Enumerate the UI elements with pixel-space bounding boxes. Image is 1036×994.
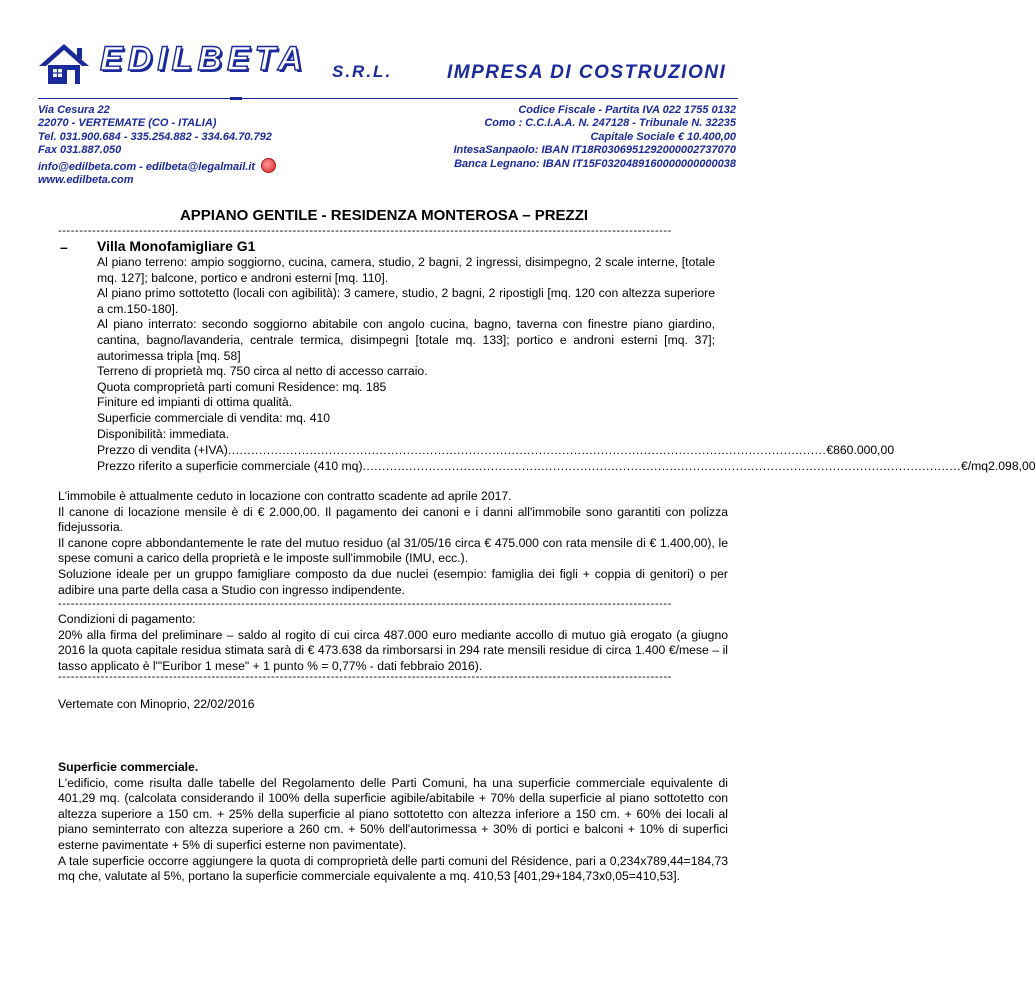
website-link[interactable]: www.edilbeta.com	[38, 174, 134, 187]
mortgage-text: Il canone copre abbondantemente le rate del mutuo residuo (al 31/05/16 circa € 475.000 con rata mensile di € 1.400,00), le spese comuni a carico della proprietà e le imposte sull'immobile (IMU, ecc.).	[58, 535, 728, 566]
rental-fee-text: Il canone di locazione mensile è di € 2.000,00. Il pagamento dei canoni e i danni all'immobile sono garantiti con polizza fidejussoria.	[58, 504, 728, 535]
price-currency: €	[826, 443, 834, 457]
price-row	[97, 459, 1036, 475]
price-label: Prezzo di vendita (+IVA)	[97, 443, 228, 457]
email-link[interactable]: info@edilbeta.com - edilbeta@legalmail.it	[38, 160, 256, 173]
company-tagline: IMPRESA DI COSTRUZIONI	[447, 62, 727, 83]
common-share-text: Quota comproprietà parti comuni Residence: mq. 185	[97, 379, 387, 394]
header-divider	[38, 98, 738, 99]
house-logo-icon	[37, 42, 91, 86]
address-line: Via Cesura 22	[38, 104, 110, 116]
rental-contract-text: L'immobile è attualmente ceduto in locazione con contratto scadente ad aprile 2017.	[58, 489, 512, 503]
basement-text: Al piano interrato: secondo soggiorno abitabile con angolo cucina, bagno, taverna con finestre piano giardino, cantina, bagno/lavanderia, centrale termica, disimpegni [totale mq. 133]; portico e androni esterni [mq. 37]; autorimessa tripla [mq. 58]	[97, 317, 715, 363]
surface-heading: Superficie commerciale.	[58, 760, 199, 774]
finishes-text: Finiture ed impianti di ottima qualità.	[97, 395, 293, 410]
dashed-divider: ------------------------------------------------------------------------------------------------------------------------------------------------	[58, 671, 672, 683]
phone-line: Tel. 031.900.684 - 335.254.882 - 334.64.70.792	[38, 130, 272, 143]
surface-addition-text: A tale superficie occorre aggiungere la quota di comproprietà delle parti comuni del Résidence, pari a 0,234x789,44=184,73 mq che, valutate al 5%, portano la superficie commerciale equivalente a mq. 410,53 [401,29+184,73x0,05=410,53].	[58, 853, 728, 884]
price-label: Prezzo riferito a superficie commerciale (410 mq)	[97, 459, 363, 473]
registry-line: Como : C.C.I.A.A. N. 247128 - Tribunale N. 32235	[484, 117, 736, 130]
iban-intesa-line: IntesaSanpaolo: IBAN IT18R0306951292000002737070	[453, 144, 736, 157]
surface-calc-text: L'edificio, come risulta dalle tabelle del Regolamento delle Parti Comuni, ha una superficie commerciale equivalente di 401,29 mq. (calcolata considerando il 100% della superficie agibile/abitabile + 70% della superficie al piano sottotetto con altezza superiore a 150 cm. + 25% della superficie al piano sottotetto con altezza inferiore a 150 cm. + 60% dei locali al piano seminterrato con altezza superiore a 260 cm. + 50% dell'autorimessa + 30% di portici e balconi + 10% di superfici esterne pavimentate + 5% di superfici esterne non pavimentate).	[58, 775, 728, 852]
capital-line: Capitale Sociale € 10.400,00	[590, 130, 736, 143]
payment-section	[58, 612, 728, 674]
city-line: 22070 - VERTEMATE (CO - ITALIA)	[38, 117, 217, 130]
payment-heading: Condizioni di pagamento:	[58, 612, 196, 626]
seal-icon	[261, 158, 276, 173]
list-bullet: –	[60, 239, 68, 255]
email-line	[38, 158, 276, 174]
fax-line: Fax 031.887.050	[38, 144, 122, 157]
dashed-divider: ------------------------------------------------------------------------------------------------------------------------------------------------	[58, 225, 672, 237]
villa-name: Villa Monofamigliare G1	[97, 238, 256, 254]
leader-dots: ..........................................................................................................................................................	[362, 459, 961, 473]
price-value: 2.098,00	[988, 459, 1036, 473]
rental-section	[58, 489, 728, 598]
page-title: APPIANO GENTILE - RESIDENZA MONTEROSA – PREZZI	[179, 207, 589, 224]
company-registry	[453, 104, 736, 171]
villa-description	[97, 255, 715, 442]
price-currency: €/mq	[960, 459, 989, 473]
dashed-divider: ------------------------------------------------------------------------------------------------------------------------------------------------	[58, 598, 672, 610]
availability-text: Disponibilità: immediata.	[97, 426, 230, 441]
leader-dots: ..........................................................................................................................................................	[227, 443, 827, 457]
ideal-solution-text: Soluzione ideale per un gruppo famigliare composto da due nuclei (esempio: famiglia dei figli + coppia di genitori) o per adibire una parte della casa a Studio con ingresso indipendente.	[58, 566, 728, 597]
company-contacts	[38, 104, 276, 187]
price-value: 860.000,00	[833, 443, 895, 457]
surface-section	[58, 760, 728, 885]
iban-legnano-line: Banca Legnano: IBAN IT15F0320489160000000000038	[454, 157, 736, 170]
price-row	[97, 443, 895, 459]
land-text: Terreno di proprietà mq. 750 circa al netto di accesso carraio.	[97, 364, 428, 379]
surface-text: Superficie commerciale di vendita: mq. 410	[97, 410, 331, 425]
payment-text: 20% alla firma del preliminare – saldo al rogito di cui circa 487.000 euro mediante accollo di mutuo già erogato (a giugno 2016 la quota capitale residua stimata sarà di € 473.638 da rimborsarsi in 294 rate mensili residue di circa 1.400 €/mese – il tasso applicato è l'"Euribor 1 mese" + 1 punto % = 0,77% - dati febbraio 2016).	[58, 627, 728, 673]
place-date: Vertemate con Minoprio, 22/02/2016	[58, 697, 255, 711]
vat-line: Codice Fiscale - Partita IVA 022 1755 0132	[518, 104, 736, 116]
company-type: S.R.L.	[332, 62, 393, 81]
brand-logo-text: EDILBETA	[100, 40, 308, 78]
first-floor-text: Al piano primo sottotetto (locali con agibilità): 3 camere, studio, 2 bagni, 2 ripostigli [mq. 120 con altezza superiore a cm.150-180].	[97, 286, 715, 316]
header-divider-mark	[230, 97, 242, 100]
ground-floor-text: Al piano terreno: ampio soggiorno, cucina, camera, studio, 2 bagni, 2 ingressi, disimpegno, 2 scale interne, [totale mq. 127]; balcone, portico e androni esterni [mq. 110].	[97, 255, 715, 285]
